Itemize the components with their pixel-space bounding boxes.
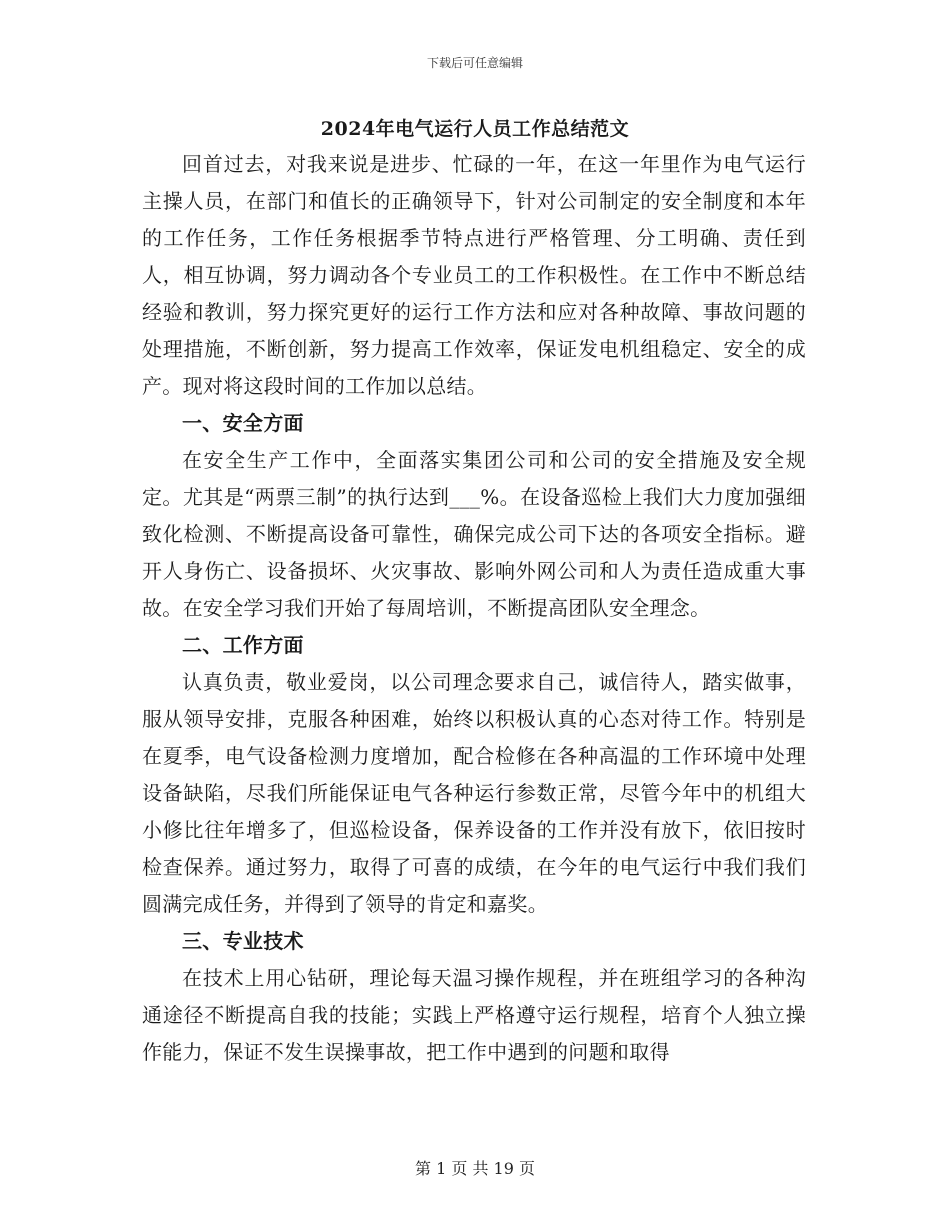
document-title: 2024年电气运行人员工作总结范文 bbox=[320, 118, 630, 140]
section-paragraph-work: 认真负责，敬业爱岗，以公司理念要求自己，诚信待人，踏实做事，服从领导安排，克服各种困难，始终以积极认真的心态对待工作。特别是在夏季，电气设备检测力度增加，配合检修在各种高温的工作环境中处理设备缺陷，尽我们所能保证电气各种运行参数正常，尽管今年中的机组大小修比往年增多了，但巡检设备，保养设备的工作并没有放下，依旧按时检查保养。通过努力，取得了可喜的成绩，在今年的电气运行中我们我们圆满完成任务，并得到了领导的肯定和嘉奖。 bbox=[142, 670, 806, 916]
section-heading-safety: 一、安全方面 bbox=[182, 411, 304, 435]
section-paragraph-safety: 在安全生产工作中，全面落实集团公司和公司的安全措施及安全规定。尤其是“两票三制”的执行达到___%。在设备巡检上我们大力度加强细致化检测、不断提高设备可靠性，确保完成公司下达的各项安全指标。避开人身伤亡、设备损坏、火灾事故、影响外网公司和人为责任造成重大事故。在安全学习我们开始了每周培训，不断提高团队安全理念。 bbox=[142, 448, 806, 620]
section-heading-technique: 三、专业技术 bbox=[182, 929, 304, 953]
document-body bbox=[142, 146, 806, 1071]
section-heading-work: 二、工作方面 bbox=[182, 633, 304, 657]
intro-paragraph: 回首过去，对我来说是进步、忙碌的一年，在这一年里作为电气运行主操人员，在部门和值长的正确领导下，针对公司制定的安全制度和本年的工作任务，工作任务根据季节特点进行严格管理、分工明确、责任到人，相互协调，努力调动各个专业员工的工作积极性。在工作中不断总结经验和教训，努力探究更好的运行工作方法和应对各种故障、事故问题的处理措施，不断创新，努力提高工作效率，保证发电机组稳定、安全的成产。现对将这段时间的工作加以总结。 bbox=[142, 152, 806, 398]
page-header-note: 下载后可任意编辑 bbox=[426, 56, 523, 70]
page-number-footer: 第 1 页 共 19 页 bbox=[415, 1159, 535, 1178]
section-paragraph-technique: 在技术上用心钻研，理论每天温习操作规程，并在班组学习的各种沟通途径不断提高自我的技能；实践上严格遵守运行规程，培育个人独立操作能力，保证不发生误操事故，把工作中遇到的问题和取得 bbox=[142, 966, 806, 1064]
